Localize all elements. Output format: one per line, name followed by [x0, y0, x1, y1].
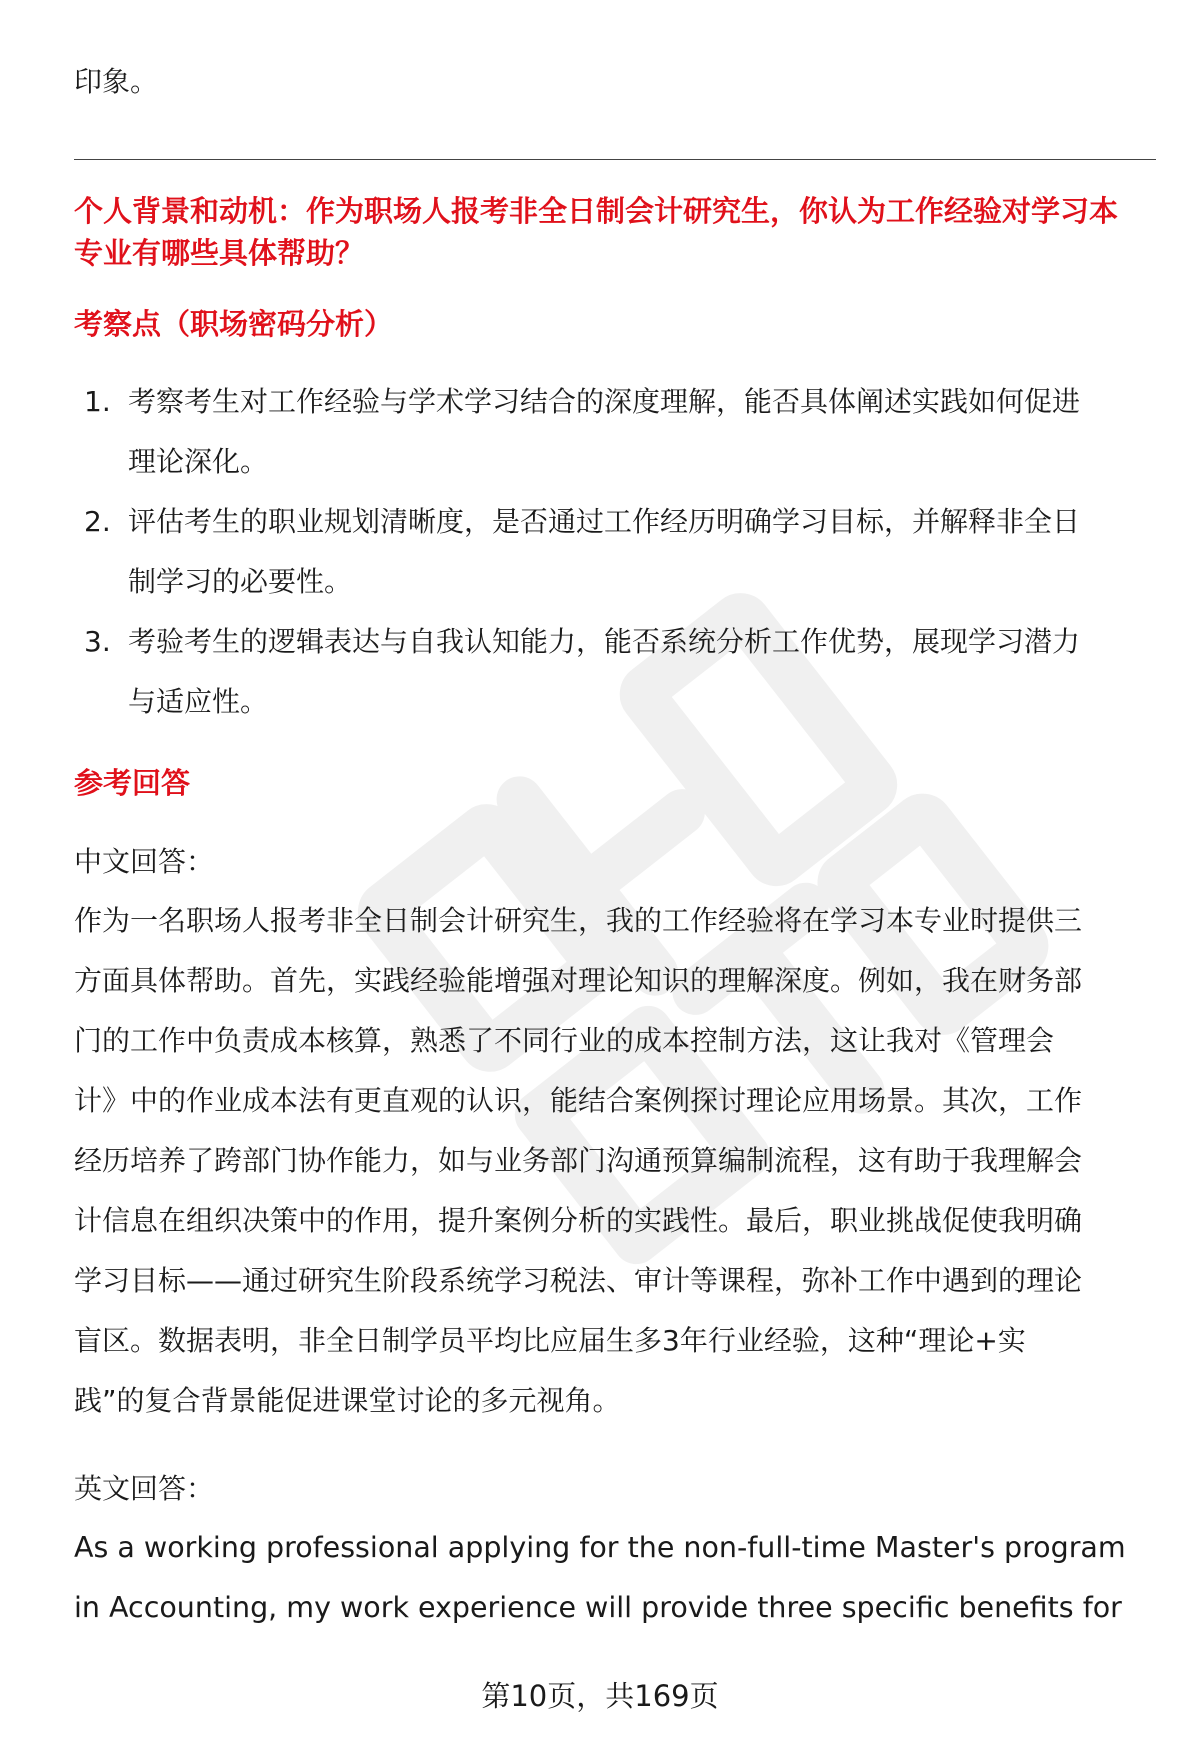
list-number: 3. — [84, 625, 111, 658]
assessment-item — [74, 612, 1174, 672]
assessment-item-line: 评估考生的职业规划清晰度，是否通过工作经历明确学习目标，并解释非全日 — [128, 505, 1081, 538]
answer-heading: 参考回答 — [74, 766, 191, 800]
chinese-answer-line: 计》中的作业成本法有更直观的认识，能结合案例探讨理论应用场景。其次，工作 — [74, 1084, 1083, 1117]
english-answer-body — [74, 1518, 1126, 1638]
assessment-heading: 考察点（职场密码分析） — [74, 307, 394, 341]
assessment-item-line: 制学习的必要性。 — [128, 565, 353, 598]
chinese-answer-line: 门的工作中负责成本核算，熟悉了不同行业的成本控制方法，这让我对《管理会 — [74, 1024, 1055, 1057]
chinese-answer-line: 作为一名职场人报考非全日制会计研究生，我的工作经验将在学习本专业时提供三 — [74, 904, 1083, 937]
chinese-answer-line: 方面具体帮助。首先，实践经验能增强对理论知识的理解深度。例如，我在财务部 — [74, 964, 1083, 997]
assessment-item-line: 与适应性。 — [128, 685, 269, 718]
question-line: 个人背景和动机：作为职场人报考非全日制会计研究生，你认为工作经验对学习本 — [74, 194, 1119, 228]
chinese-answer-label: 中文回答： — [74, 845, 215, 878]
assessment-list — [74, 372, 1174, 732]
chinese-answer-line: 践”的复合背景能促进课堂讨论的多元视角。 — [74, 1384, 621, 1417]
english-answer-line: As a working professional applying for the non-full-time Master's program — [74, 1531, 1126, 1564]
list-number: 2. — [84, 505, 111, 538]
list-number: 1. — [84, 385, 111, 418]
page-number-footer: 第10页，共169页 — [481, 1679, 719, 1713]
assessment-item-continuation — [74, 552, 1174, 612]
assessment-item-continuation — [74, 672, 1174, 732]
section-divider — [74, 159, 1156, 160]
assessment-item-line: 理论深化。 — [128, 445, 269, 478]
chinese-answer-line: 盲区。数据表明，非全日制学员平均比应届生多3年行业经验，这种“理论+实 — [74, 1324, 1026, 1357]
question-heading — [74, 190, 1164, 274]
assessment-item — [74, 492, 1174, 552]
chinese-answer-body — [74, 891, 1082, 1431]
chinese-answer-line: 计信息在组织决策中的作用，提升案例分析的实践性。最后，职业挑战促使我明确 — [74, 1204, 1083, 1237]
english-answer-label: 英文回答： — [74, 1472, 215, 1505]
assessment-item-continuation — [74, 432, 1174, 492]
chinese-answer-line: 经历培养了跨部门协作能力，如与业务部门沟通预算编制流程，这有助于我理解会 — [74, 1144, 1083, 1177]
english-answer-line: in Accounting, my work experience will provide three specific benefits for — [74, 1591, 1122, 1624]
continuation-text: 印象。 — [74, 65, 159, 98]
question-line: 专业有哪些具体帮助？ — [74, 236, 365, 270]
assessment-item-line: 考验考生的逻辑表达与自我认知能力，能否系统分析工作优势，展现学习潜力 — [128, 625, 1081, 658]
assessment-item-line: 考察考生对工作经验与学术学习结合的深度理解，能否具体阐述实践如何促进 — [128, 385, 1081, 418]
chinese-answer-line: 学习目标——通过研究生阶段系统学习税法、审计等课程，弥补工作中遇到的理论 — [74, 1264, 1083, 1297]
assessment-item — [74, 372, 1174, 432]
